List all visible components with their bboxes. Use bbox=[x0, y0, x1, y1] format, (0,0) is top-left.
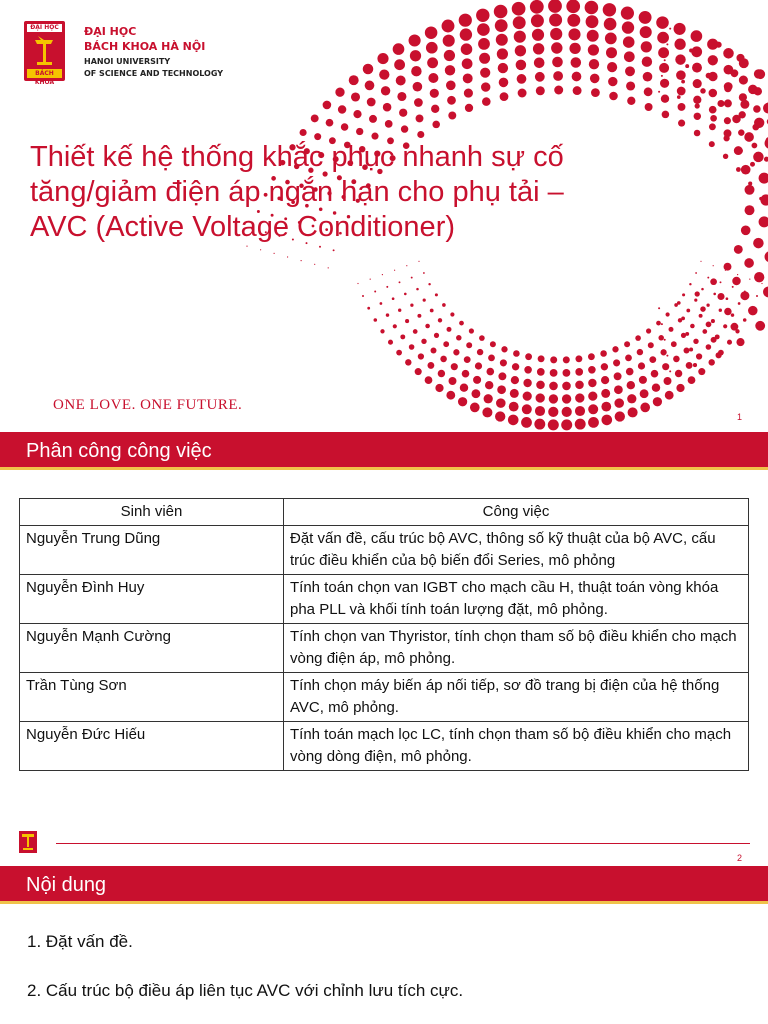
table-header-row bbox=[20, 499, 749, 526]
university-name-en bbox=[84, 56, 223, 80]
logo-bottom-text: BÁCH KHOA bbox=[27, 69, 62, 78]
table-row bbox=[20, 526, 749, 575]
page-number: 1 bbox=[737, 412, 743, 422]
section-header: Phân công công việc bbox=[0, 432, 768, 470]
contents-slide bbox=[0, 864, 768, 1024]
list-item: 1. Đặt vấn đề. bbox=[27, 932, 133, 951]
slide-title: Thiết kế hệ thống khắc phục nhanh sự cố tăng/giảm điện áp ngắn hạn cho phụ tải – AVC (Active Voltage Conditioner) bbox=[30, 141, 564, 243]
university-name-vi bbox=[84, 24, 205, 54]
assignment-table bbox=[19, 498, 749, 771]
title-slide bbox=[0, 0, 768, 432]
student-name: Nguyễn Trung Dũng bbox=[20, 526, 284, 575]
table-row bbox=[20, 722, 749, 771]
task-description: Tính toán chọn van IGBT cho mạch cầu H, thuật toán vòng khóa pha PLL và khối tính toán lượng đặt, mô phỏng. bbox=[284, 575, 749, 624]
column-header-student: Sinh viên bbox=[20, 499, 284, 526]
table-row bbox=[20, 673, 749, 722]
task-description: Tính chọn van Thyristor, tính chọn tham số bộ điều khiển cho mạch vòng điện áp, mô phỏng. bbox=[284, 624, 749, 673]
section-header: Nội dung bbox=[0, 866, 768, 904]
university-logo bbox=[24, 21, 65, 86]
university-name-line1: ĐẠI HỌC bbox=[84, 25, 137, 38]
slogan: ONE LOVE. ONE FUTURE. bbox=[53, 397, 243, 413]
task-description: Tính toán mạch lọc LC, tính chọn tham số bộ điều khiển cho mạch vòng dòng điện, mô phỏng. bbox=[284, 722, 749, 771]
university-en-line2: OF SCIENCE AND TECHNOLOGY bbox=[84, 69, 224, 78]
student-name: Nguyễn Đức Hiếu bbox=[20, 722, 284, 771]
university-en-line1: HANOI UNIVERSITY bbox=[84, 57, 171, 66]
task-description: Đặt vấn đề, cấu trúc bộ AVC, thông số kỹ thuật của bộ AVC, cấu trúc điều khiển của bộ biến đổi Series, mô phỏng bbox=[284, 526, 749, 575]
table-row bbox=[20, 575, 749, 624]
page-number: 2 bbox=[737, 853, 743, 863]
torch-icon bbox=[29, 34, 60, 68]
list-item: 2. Cấu trúc bộ điều áp liên tục AVC với chỉnh lưu tích cực. bbox=[27, 981, 464, 1000]
university-name-line2: BÁCH KHOA HÀ NỘI bbox=[84, 40, 206, 53]
student-name: Nguyễn Mạnh Cường bbox=[20, 624, 284, 673]
column-header-task: Công việc bbox=[284, 499, 749, 526]
table-row bbox=[20, 624, 749, 673]
logo-top-text: ĐẠI HỌC bbox=[27, 24, 62, 32]
student-name: Trần Tùng Sơn bbox=[20, 673, 284, 722]
footer-divider bbox=[56, 843, 750, 844]
mini-logo-icon bbox=[19, 831, 37, 853]
assignment-slide bbox=[0, 432, 768, 864]
student-name: Nguyễn Đình Huy bbox=[20, 575, 284, 624]
task-description: Tính chọn máy biến áp nối tiếp, sơ đồ trang bị điện của hệ thống AVC, mô phỏng. bbox=[284, 673, 749, 722]
